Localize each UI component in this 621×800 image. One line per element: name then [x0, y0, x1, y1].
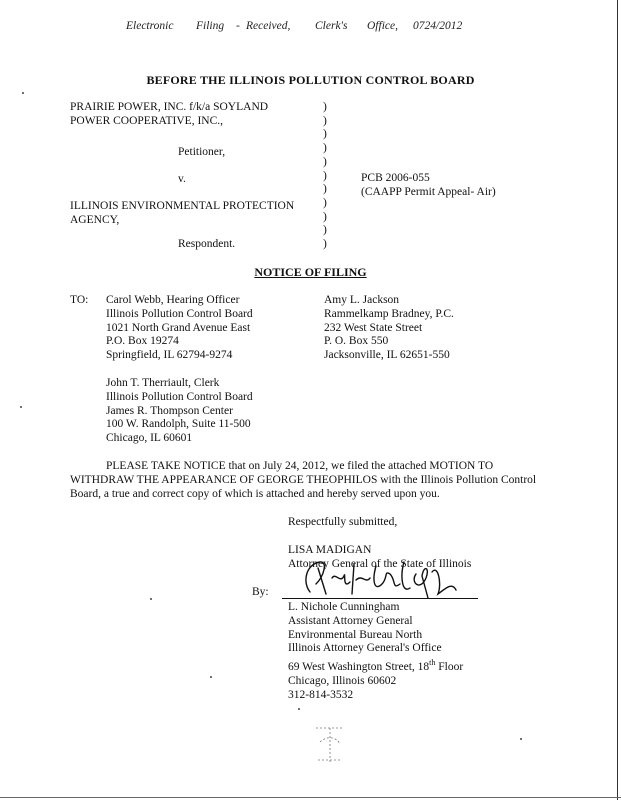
scan-speck: [210, 676, 212, 678]
petitioner-name: [70, 101, 268, 129]
respondent-label: Respondent.: [178, 238, 236, 250]
stamp-word: Electronic: [126, 20, 174, 32]
attorney-city: Chicago, Illinois 60602: [288, 674, 397, 687]
paren: ): [323, 224, 327, 237]
address-line: Illinois Pollution Control Board: [106, 307, 253, 320]
notice-body-text: PLEASE TAKE NOTICE that on July 24, 2012, we filed the attached MOTION TO WITHDRAW THE APPEARANCE OF GEORGE THEOPHILOS with the Illinois Pollution Control Board, a true and correct copy of which is attached and hereby served upon you.: [70, 460, 537, 500]
attorney-block: [288, 601, 463, 702]
attorney-street: [288, 656, 463, 675]
notice-title: NOTICE OF FILING: [254, 265, 367, 279]
stamp-word: Filing: [196, 20, 225, 32]
address-line: 1021 North Grand Avenue East: [106, 321, 251, 334]
stamp-word: Clerk's: [315, 20, 348, 32]
electronic-filing-stamp: [0, 20, 621, 38]
paren: ): [323, 238, 327, 251]
attorney-phone: 312-814-3532: [288, 688, 354, 701]
stamp-word: -: [236, 20, 240, 32]
paren: ): [323, 128, 327, 141]
notice-body: [70, 460, 540, 501]
board-title: BEFORE THE ILLINOIS POLLUTION CONTROL BOARD: [146, 73, 475, 87]
scan-speck: [150, 598, 152, 600]
petitioner-name-line: PRAIRIE POWER, INC. f/k/a SOYLAND: [70, 101, 269, 113]
street-ordinal: th: [429, 658, 436, 668]
attorney-office: Illinois Attorney General's Office: [288, 642, 442, 655]
address-line: James R. Thompson Center: [106, 404, 233, 417]
scan-speck: [298, 708, 300, 710]
attorney-name: L. Nichole Cunningham: [288, 601, 400, 613]
petitioner-label: Petitioner,: [178, 146, 226, 158]
address-line: Jacksonville, IL 62651-550: [324, 349, 450, 362]
closing: Respectfully submitted,: [288, 516, 398, 528]
street-floor: Floor: [435, 661, 464, 674]
attorney-title: Assistant Attorney General: [288, 614, 413, 627]
address-line: 100 W. Randolph, Suite 11-500: [106, 418, 251, 431]
paren: ): [323, 101, 327, 113]
recipient-address: [106, 294, 253, 363]
address-line: Rammelkamp Bradney, P.C.: [324, 307, 454, 320]
attorney-general-title: Attorney General of the State of Illinois: [288, 557, 472, 570]
recipient-address: [324, 294, 454, 363]
address-line: Amy L. Jackson: [324, 294, 400, 306]
caption-parentheses: [323, 101, 327, 252]
signature-line: [282, 598, 478, 599]
address-line: John T. Therriault, Clerk: [106, 377, 220, 389]
paren: ): [323, 210, 327, 223]
page-edge-bottom: [0, 797, 621, 798]
respondent-name-line: AGENCY,: [70, 213, 120, 226]
paren: ): [323, 183, 327, 196]
case-number: PCB 2006-055: [361, 172, 430, 184]
stamp-word: Office,: [367, 20, 398, 32]
faint-stamp-mark: [308, 722, 352, 768]
address-line: P. O. Box 550: [324, 335, 389, 348]
address-line: Illinois Pollution Control Board: [106, 390, 253, 403]
attorney-bureau: Environmental Bureau North: [288, 628, 423, 641]
address-line: Springfield, IL 62794-9274: [106, 349, 233, 362]
paren: ): [323, 155, 327, 168]
versus-label: v.: [178, 173, 186, 185]
case-type: (CAAPP Permit Appeal- Air): [361, 185, 496, 198]
address-line: Chicago, IL 60601: [106, 432, 193, 445]
paren: ): [323, 196, 327, 209]
respondent-name: [70, 200, 294, 228]
paren: ): [323, 142, 327, 155]
respondent-name-line: ILLINOIS ENVIRONMENTAL PROTECTION: [70, 200, 295, 212]
scan-speck: [20, 406, 22, 408]
handwritten-signature: [292, 554, 462, 604]
stamp-word: Received,: [246, 20, 291, 32]
street-text: 69 West Washington Street, 18: [288, 661, 430, 674]
attorney-general-name: LISA MADIGAN: [288, 543, 372, 556]
paren: ): [323, 169, 327, 182]
stamp-date: 0724/2012: [413, 20, 463, 32]
address-line: 232 West State Street: [324, 321, 423, 334]
recipient-address: [106, 377, 253, 446]
scan-speck: [520, 738, 522, 740]
address-line: Carol Webb, Hearing Officer: [106, 294, 240, 306]
scan-speck: [22, 92, 24, 94]
to-label: TO:: [70, 294, 89, 306]
address-line: P.O. Box 19274: [106, 335, 179, 348]
case-info: [361, 172, 496, 200]
by-label: By:: [252, 586, 269, 598]
paren: ): [323, 114, 327, 127]
petitioner-name-line: POWER COOPERATIVE, INC.,: [70, 114, 224, 127]
page-edge-right: [617, 0, 618, 800]
